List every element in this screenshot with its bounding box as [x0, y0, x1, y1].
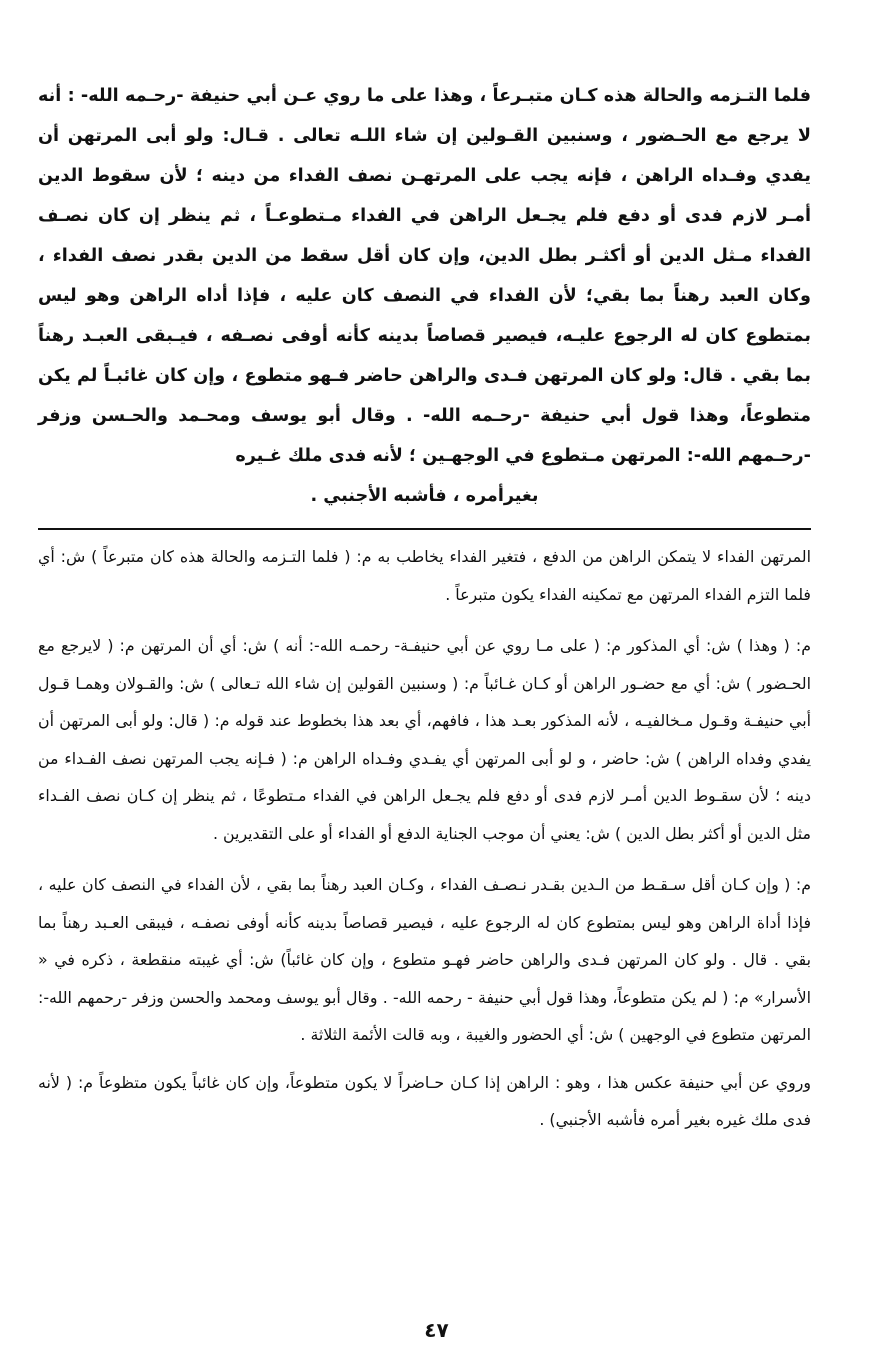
commentary-block: [38, 538, 811, 1153]
main-text: [38, 76, 811, 516]
commentary-paragraph-1: المرتهن الفداء لا يتمكن الراهن من الدفع ، فتغير الفداء يخاطب به م: ( فلما التـزمه والحالة هذه كان متبرعاً ) ش: أي فلما التزم الفداء المرتهن مع تمكينه الفداء يكون متبرعاً .: [38, 547, 811, 604]
main-paragraph: فلما التـزمه والحالة هذه كـان متبـرعاً ، وهذا على ما روي عـن أبي حنيفة -رحـمه الله- : أنه لا يرجع مع الحـضور ، وسنبين القـولين إن شاء اللـه تعالى . قـال: ولو أبى المرتهن أن يفدي وفـداه الراهن ، فإنه يجب على المرتهـن نصف الفداء من دينه ؛ لأن سقوط الدين أمـر لازم فدى أو دفع فلم يجـعل الراهن في الفداء مـتطوعـاً ، ثم ينظر إن كان نصـف الفداء مـثل الدين أو أكثـر بطل الدين، وإن كان أقل سقط من الدين بقدر نصف الفداء ، وكان العبد رهناً بما بقي؛ لأن الفداء في النصف كان عليه ، فإذا أداه الراهن وهو ليس بمتطوع كان له الرجوع عليـه، فيصير قصاصاً بدينه كأنه أوفى نصـفه ، فيـبقى العبـد رهناً بما بقي . قال: ولو كان المرتهن فـدى والراهن حاضر فـهو متطوع ، وإن كان غائبـاً لم يكن متطوعاً، وهذا قول أبي حنيفة -رحـمه الله- . وقال أبو يوسف ومحـمد والحـسن وزفر -رحـمهم الله-: المرتهن مـتطوع في الوجهـين ؛ لأنه فدى ملك غـيره: [38, 86, 811, 466]
footnote-divider: [38, 528, 811, 530]
commentary-paragraph-3: م: ( وإن كـان أقل سـقـط من الـدين بقـدر نـصـف الفداء ، وكـان العبد رهناً بما بقي ، لأن الفداء في النصف كان عليه ، فإذا أداة الراهن وهو ليس بمتطوع كان له الرجوع عليه ، فيصير قصاصاً بدينه كأنه أوفى نصفـه ، فيبقى العـبد رهناً بما بقي . قال . ولو كان المرتهن فـدى والراهن حاضر فهـو متطوع ، وإن كان غائباً) ش: أي غيبته منقطعة ، ذكره في « الأسرار» م: ( لم يكن متطوعاً، وهذا قول أبي حنيفة - رحمه الله- . وقال أبو يوسف ومحمد والحسن وزفر -رحمهم الله-: المرتهن متطوع في الوجهين ) ش: أي الحضور والغيبة ، وبه قالت الأئمة الثلاثة .: [38, 875, 811, 1044]
page-number: ٤٧: [424, 1318, 449, 1342]
commentary-paragraph-2: م: ( وهذا ) ش: أي المذكور م: ( على مـا روي عن أبي حنيفـة- رحمـه الله-: أنه ) ش: أي أن المرتهن م: ( لايرجع مع الحـضور ) ش: أي مع حضـور الراهن أو كـان غـائباً م: ( وسنبين القولين إن شاء الله تـعالى ) ش: والقـولان وهمـا قـول أبي حنيفـة وقـول مـخالفيـه ، لأنه المذكور بعـد هذا ، فافهم، أي بعد هذا بخطوط عند قوله م: ( قال: ولو أبى المرتهن أن يفدي وفداه الراهن ) ش: حاضر ، و لو أبى المرتهن أي يفـدي وفـداه الراهن م: ( فـإنه يجب المرتهن نصف الفـداء من دينه ؛ لأن سقـوط الدين أمـر لازم فدى أو دفع فلم يجـعل الراهن في الفداء مـتطوعًا ، ثم ينظر إن كـان نصف الفـداء مثل الدين أو أكثر بطل الدين ) ش: يعني أن موجب الجناية الدفع أو الفداء أو على التقديرين .: [38, 636, 811, 843]
main-last-line: بغيرأمره ، فأشبه الأجنبي .: [310, 486, 539, 506]
commentary-paragraph-4: وروي عن أبي حنيفة عكس هذا ، وهو : الراهن إذا كـان حـاضراً لا يكون متطوعاً، وإن كان غائباً يكون متظوعاً م: ( لأنه فدى ملك غيره بغير أمره فأشبه الأجنبي) .: [38, 1072, 811, 1129]
main-text-block: [38, 76, 811, 516]
